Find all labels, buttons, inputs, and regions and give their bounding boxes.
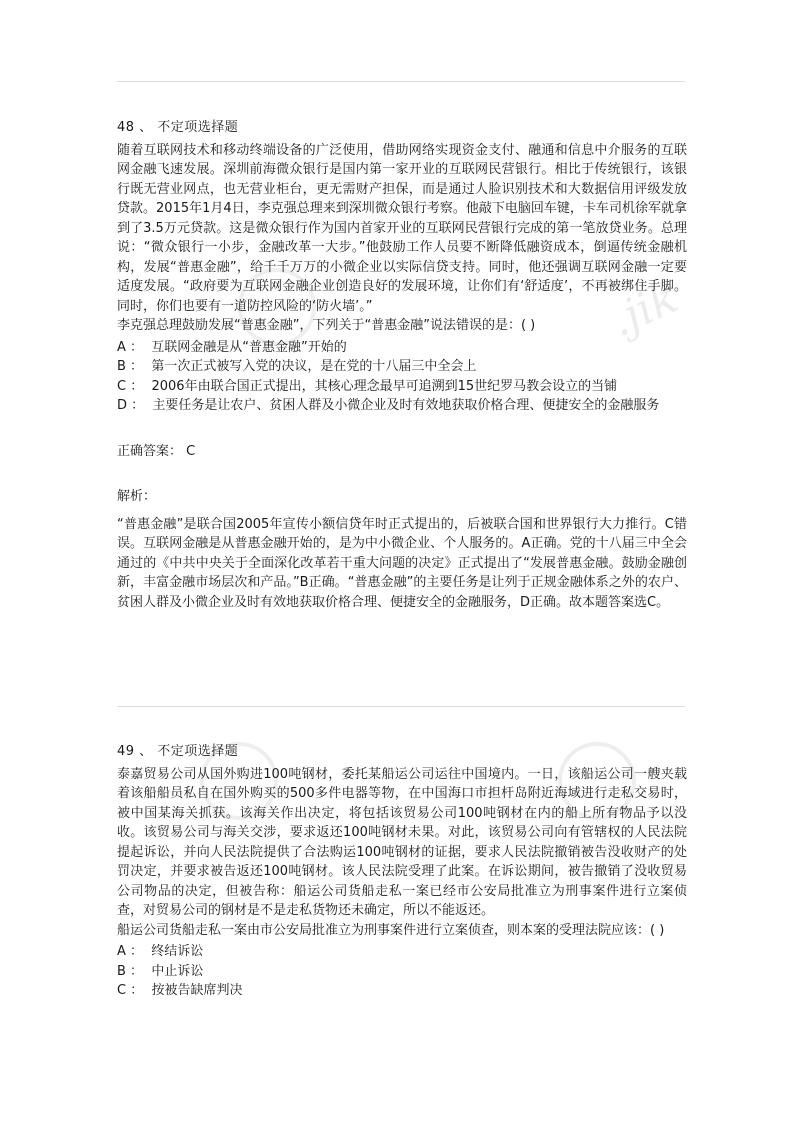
explanation-title: 解析： [117,489,157,504]
option-a[interactable] [117,338,687,358]
question-48 [117,118,687,612]
option-d[interactable] [117,396,687,416]
option-list [117,338,687,416]
top-divider [117,81,685,82]
watermark-1: .jik [602,271,686,348]
question-divider [117,706,685,707]
option-key: B ： [117,963,152,979]
correct-answer: 正确答案： C [117,443,196,459]
option-text: 2006年由联合国正式提出，其核心理念最早可追溯到15世纪罗马教会设立的当铺 [151,378,618,394]
option-key: C ： [117,378,152,394]
option-text: 按被告缺席判决 [151,983,243,998]
question-prompt: 船运公司货船走私一案由市公安局批准立为刑事案件进行立案侦查，则本案的受理法院应该：( ) [117,922,665,938]
question-passage: 泰嘉贸易公司从国外购进100吨钢材，委托某船运公司运往中国境内。一日，该船运公司一艘夹载着该船船员私自在国外购买的500多件电器等物，在中国海口市担杆岛附近海域进行走私交易时，被中国某海关抓获。该海关作出决定，将包括该贸易公司100吨钢材在内的船上所有物品予以没收。该贸易公司与海关交涉，要求返还100吨钢材未果。对此，该贸易公司向有管辖权的人民法院提起诉讼，并向人民法院提供了合法购运100吨钢材的证据，要求人民法院撤销被告没收财产的处罚决定，并要求被告返还100吨钢材。该人民法院受理了此案。在诉讼期间，被告撤销了没收贸易公司物品的决定，但被告称：船运公司货船走私一案已经市公安局批准立为刑事案件进行立案侦查，对贸易公司的钢材是不是走私货物还未确定，所以不能返还。 [117,766,687,918]
question-stem [117,765,687,941]
option-key: B ： [117,359,152,374]
option-b[interactable] [117,962,687,982]
option-text: 互联网金融是从“普惠金融”开始的 [151,339,347,355]
option-c[interactable] [117,981,687,1001]
option-a[interactable] [117,942,687,962]
question-header: 49 、 不定项选择题 [117,744,239,759]
question-passage: 随着互联网技术和移动终端设备的广泛使用，借助网络实现资金支付、融通和信息中介服务的互联网金融飞速发展。深圳前海微众银行是国内第一家开业的互联网民营银行。相比于传统银行，该银行既无营业网点，也无营业柜台，更无需财产担保，而是通过人脸识别技术和大数据信用评级发放贷款。2015年1月4日，李克强总理来到深圳微众银行考察。他敲下电脑回车键，卡车司机徐军就拿到了3.5万元贷款。这是微众银行作为国内首家开业的互联网民营银行完成的第一笔放贷业务。总理说：“微众银行一小步，金融改革一大步。”他鼓励工作人员要不断降低融资成本，倒逼传统金融机构，发展“普惠金融”，给千千万万的小微企业以实际信贷支持。同时，他还强调互联网金融一定要适度发展。“政府要为互联网金融企业创造良好的发展环境，让你们有‘舒适度’，不再被绑住手脚。同时，你们也要有一道防控风险的‘防火墙’。” [117,142,687,314]
option-text: 第一次正式被写入党的决议，是在党的十八届三中全会上 [151,359,477,374]
option-key: C ： [117,983,152,998]
option-key: D ： [117,398,153,413]
option-text: 终结诉讼 [151,944,204,959]
option-key: A ： [117,944,152,959]
question-prompt: 李克强总理鼓励发展“普惠金融”，下列关于“普惠金融”说法错误的是：( ) [117,318,536,333]
question-header: 48 、 不定项选择题 [117,120,239,135]
option-list [117,942,687,1001]
option-key: A ： [117,339,152,355]
option-c[interactable] [117,377,687,397]
option-text: 主要任务是让农户、贫困人群及小微企业及时有效地获取价格合理、便捷安全的金融服务 [152,398,660,413]
option-text: 中止诉讼 [151,963,204,979]
option-b[interactable] [117,357,687,377]
explanation-text: “普惠金融”是联合国2005年宣传小额信贷年时正式提出的，后被联合国和世界银行大力推行。C错误。互联网金融是从普惠金融开始的，是为中小微企业、个人服务的。A正确。党的十八届三中全会通过的《中共中央关于全面深化改革若干重大问题的决定》正式提出了“发展普惠金融。鼓励金融创新，丰富金融市场层次和产品。”B正确。“普惠金融”的主要任务是让列于正规金融体系之外的农户、贫困人群及小微企业及时有效地获取价格合理、便捷安全的金融服务，D正确。故本题答案选C。 [117,516,687,610]
question-49 [117,742,687,1001]
